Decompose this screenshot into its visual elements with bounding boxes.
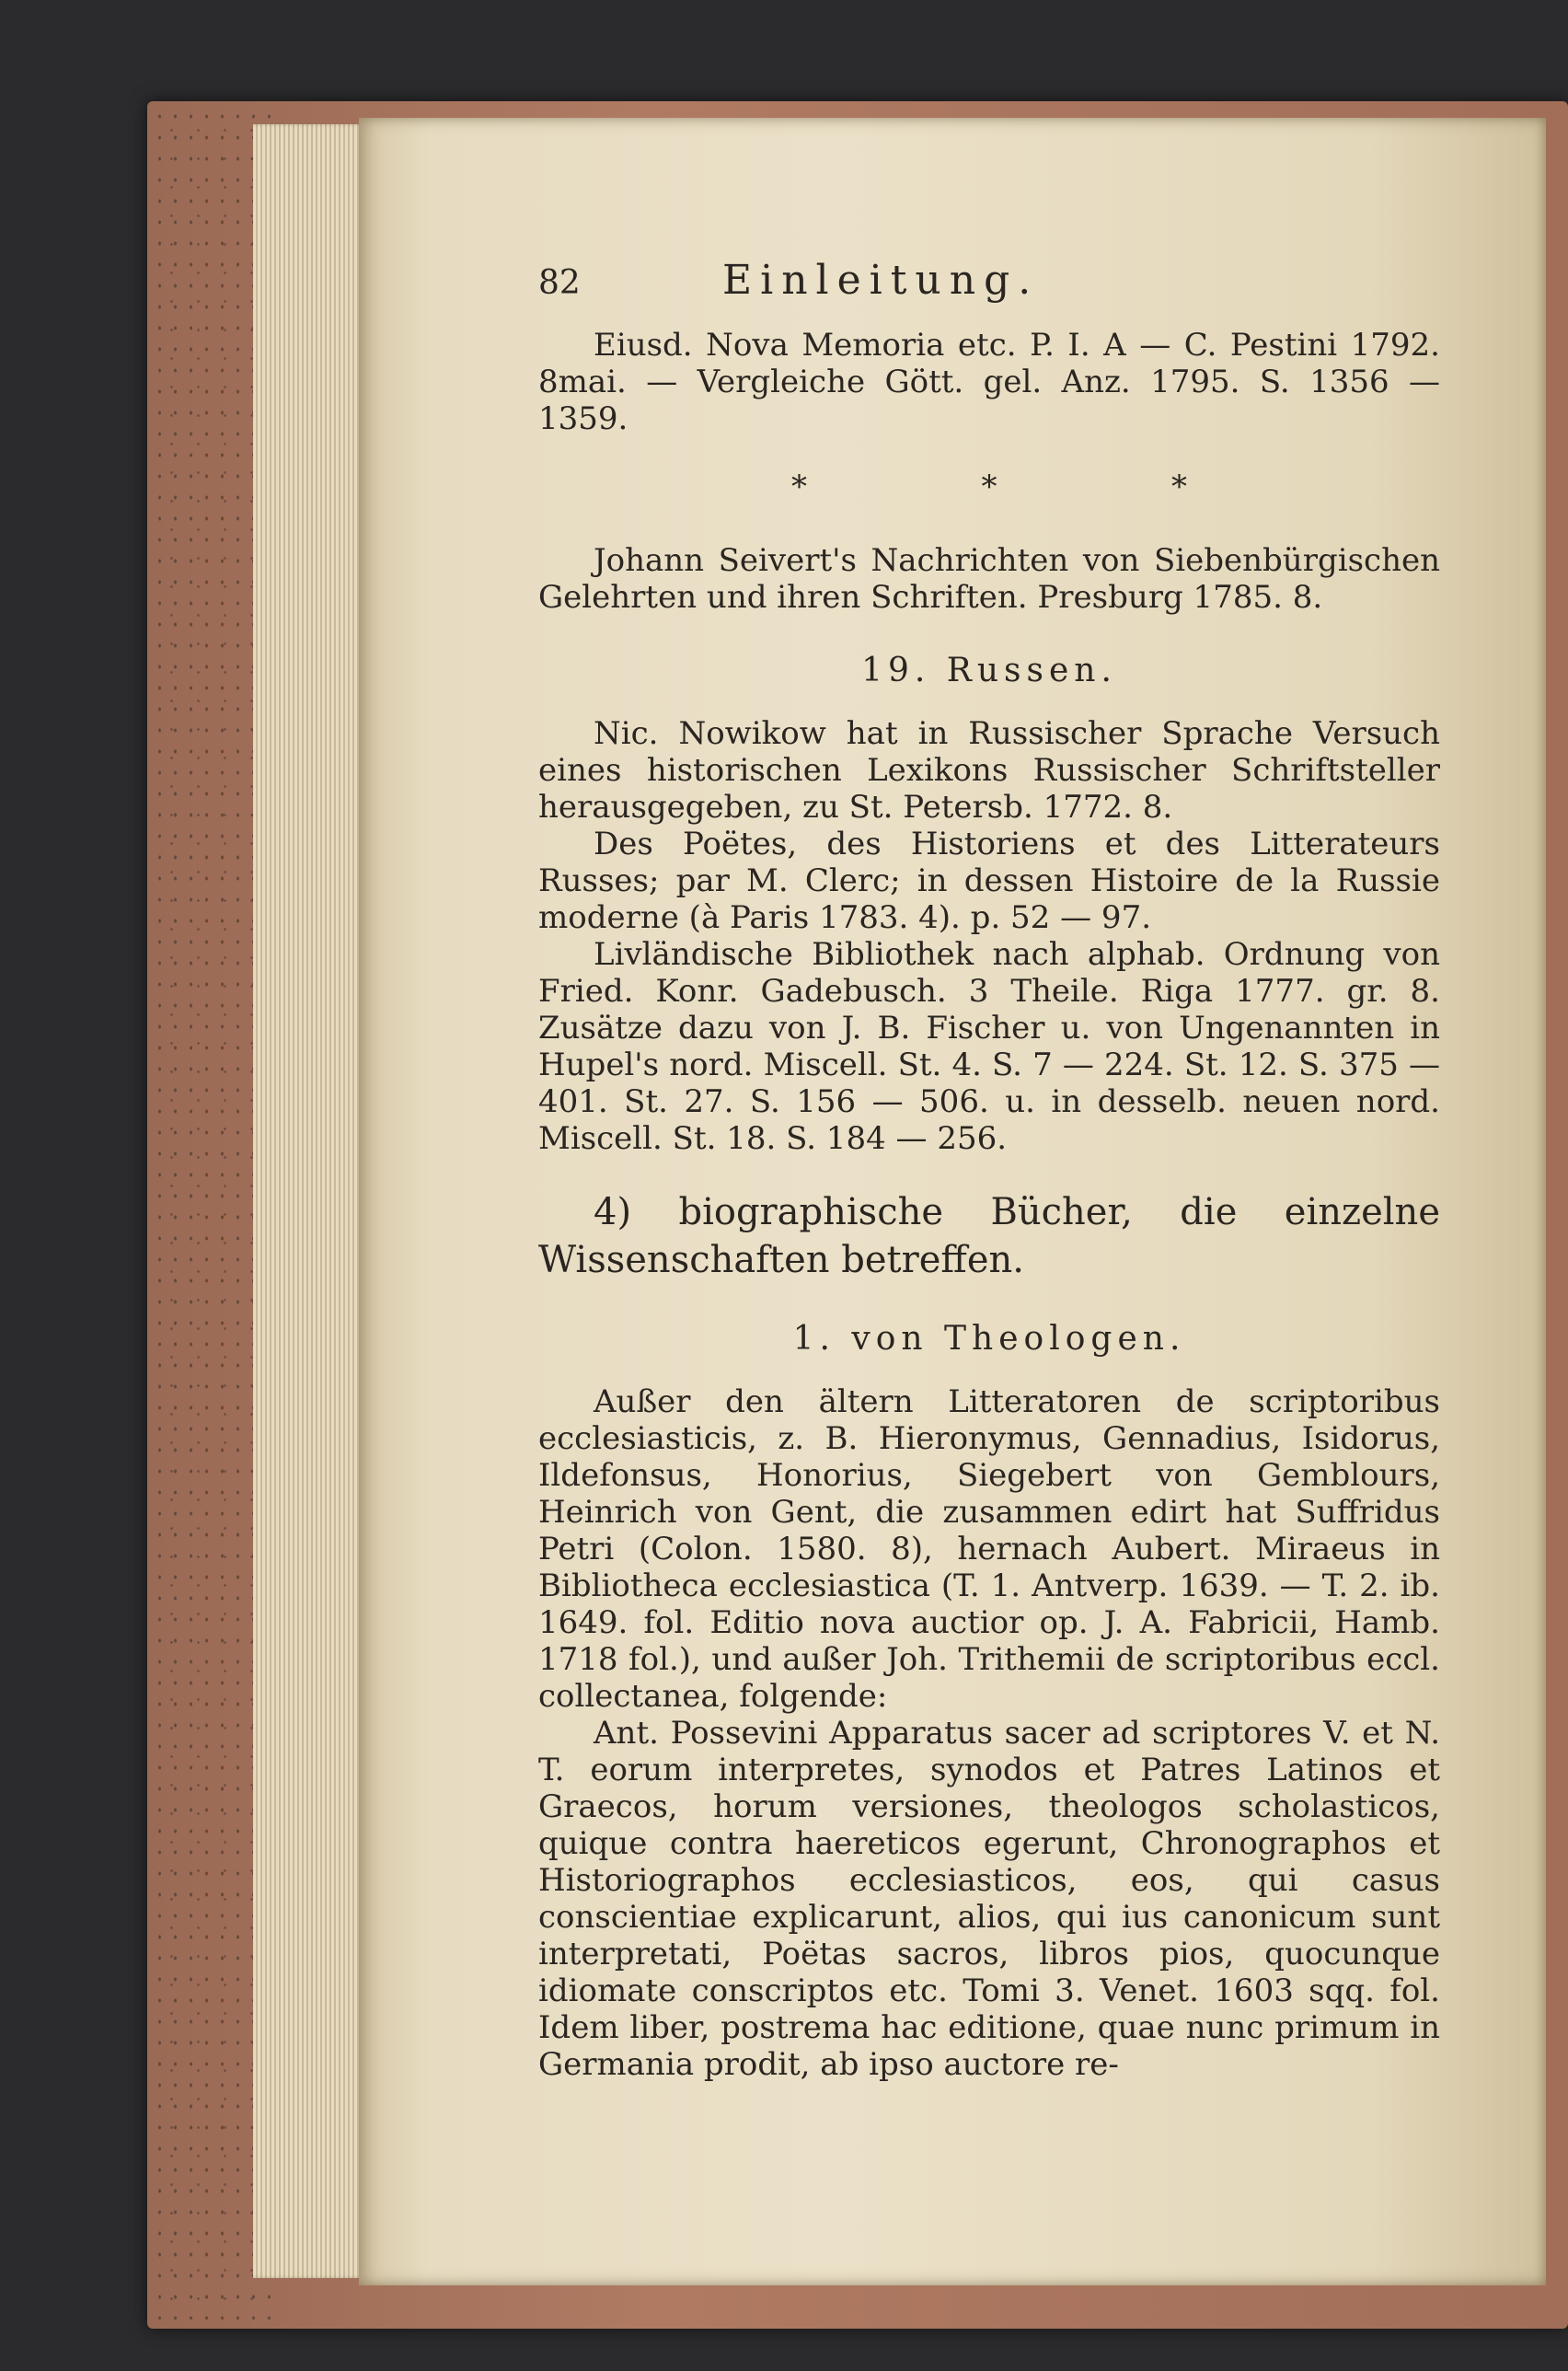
page-edges <box>253 124 363 2278</box>
paragraph-clerc: Des Poëtes, des Historiens et des Litterateurs Russes; par M. Clerc; in dessen Histoire de la Russie moderne (à Paris 1783. 4). p. 52 — 97. <box>538 826 1440 936</box>
page-number: 82 <box>538 264 581 302</box>
asterisk-1: * <box>791 468 807 505</box>
paragraph-seivert: Johann Seivert's Nachrichten von Siebenbürgischen Gelehrten und ihren Schriften. Presburg 1785. 8. <box>538 542 1440 616</box>
paragraph-possevini: Ant. Possevini Apparatus sacer ad scriptores V. et N. T. eorum interpretes, synodos et Patres Latinos et Graecos, horum versiones, theologos scholasticos, quique contra haereticos egerunt, Chronographos et Historiographos ecclesiasticos, eos, qui casus conscientiae explicarunt, alios, qui ius canonicum sunt interpretati, Poëtas sacros, libros pios, quocunque idiomate conscriptos etc. Tomi 3. Venet. 1603 sqq. fol. Idem liber, postrema hac editione, quae nunc primum in Germania prodit, ab ipso auctore re- <box>538 1715 1440 2083</box>
page-text <box>538 257 1440 2083</box>
heading-biographische-buecher: 4) biographische Bücher, die einzelne Wissenschaften betreffen. <box>538 1191 1440 1281</box>
paragraph-nowikow: Nic. Nowikow hat in Russischer Sprache Versuch eines historischen Lexikons Russischer Schriftsteller herausgegeben, zu St. Petersb. 1772. 8. <box>538 715 1440 826</box>
section-heading-theologen: 1. von Theologen. <box>792 1320 1186 1358</box>
paragraph-eiusd: Eiusd. Nova Memoria etc. P. I. A — C. Pestini 1792. 8mai. — Vergleiche Gött. gel. Anz. 1795. S. 1356 — 1359. <box>538 327 1440 437</box>
paragraph-ausser: Außer den ältern Litteratoren de scriptoribus ecclesiasticis, z. B. Hieronymus, Gennadius, Isidorus, Ildefonsus, Honorius, Siegebert von Gemblours, Heinrich von Gent, die zusammen edirt hat Suffridus Petri (Colon. 1580. 8), hernach Aubert. Miraeus in Bibliotheca ecclesiastica (T. 1. Antverp. 1639. — T. 2. ib. 1649. fol. Editio nova auctior op. J. A. Fabricii, Hamb. 1718 fol.), und außer Joh. Trithemii de scriptoribus eccl. collectanea, folgende: <box>538 1383 1440 1715</box>
running-head: Einleitung. <box>722 257 1040 304</box>
asterisk-2: * <box>981 468 997 505</box>
asterism <box>791 468 1187 505</box>
section-heading-russen: 19. Russen. <box>861 652 1117 689</box>
page-header <box>538 257 1440 327</box>
paragraph-gadebusch: Livländische Bibliothek nach alphab. Ordnung von Fried. Konr. Gadebusch. 3 Theile. Riga 1777. gr. 8. Zusätze dazu von J. B. Fischer u. von Ungenannten in Hupel's nord. Miscell. St. 4. S. 7 — 224. St. 12. S. 375 — 401. St. 27. S. 156 — 506. u. in desselb. neuen nord. Miscell. St. 18. S. 184 — 256. <box>538 936 1440 1157</box>
asterisk-3: * <box>1171 468 1187 505</box>
